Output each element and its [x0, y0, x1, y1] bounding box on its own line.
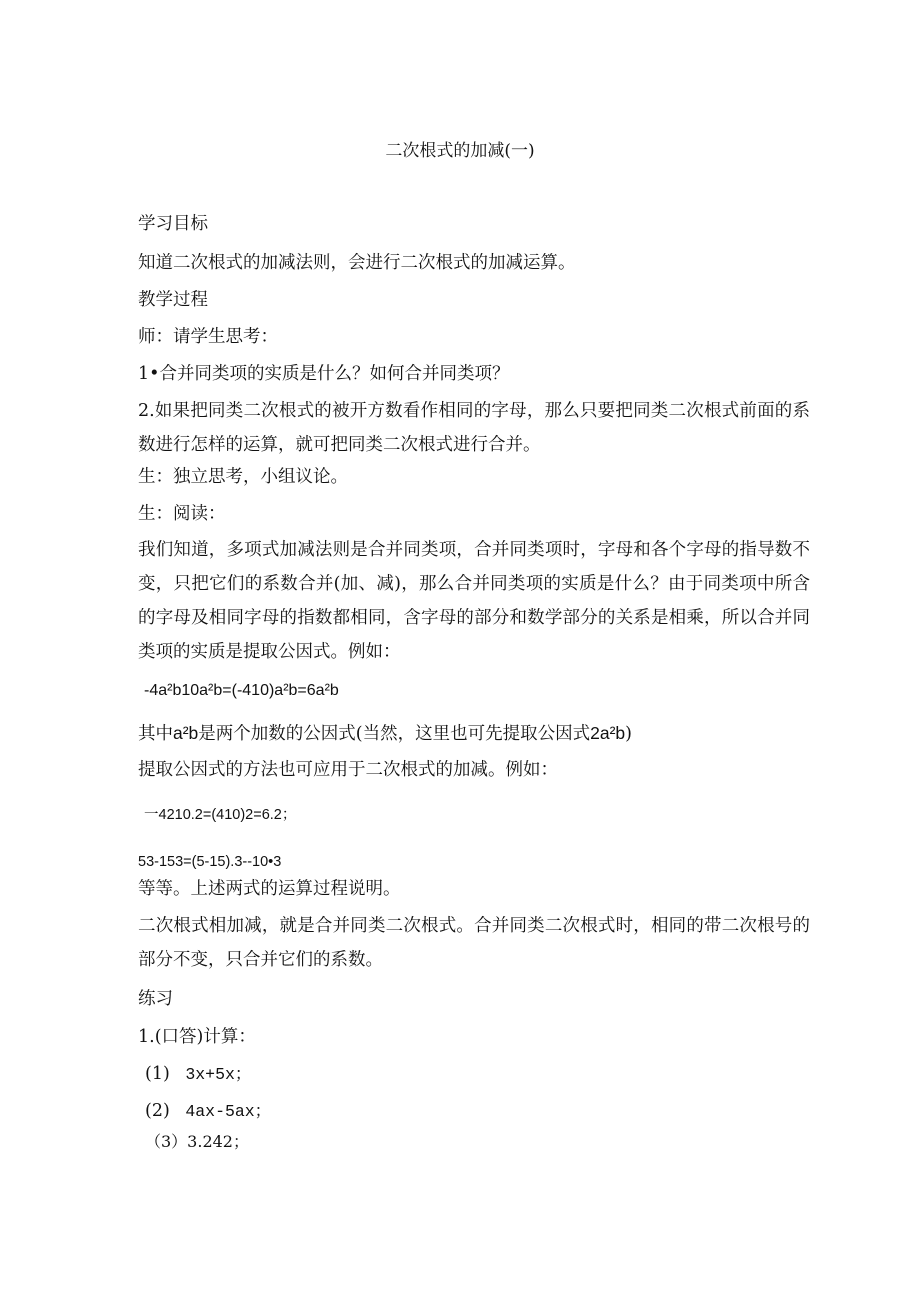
- exercise-1: 1.(口答)计算：: [138, 1027, 256, 1047]
- formula-2: 一4210.2=(410)2=6.2；: [144, 807, 297, 823]
- rule-paragraph: 二次根式相加减，就是合并同类二次根式。合并同类二次根式时，相同的带二次根号的部分不变，只合并它们的系数。: [138, 916, 810, 970]
- practice-heading: 练习: [138, 989, 173, 1009]
- note-post: ): [625, 724, 632, 744]
- student-read: 生：阅读：: [138, 504, 226, 524]
- note-term: a²b: [173, 723, 199, 743]
- etc-text: 等等。上述两式的运算过程说明。: [138, 879, 401, 899]
- exercise-item-2: [145, 1099, 271, 1124]
- item1-expression: 3x+5x；: [185, 1065, 252, 1084]
- item1-number: (1): [145, 1064, 170, 1084]
- formula-1: -4a²b10a²b=(-410)a²b=6a²b: [144, 682, 339, 699]
- common-factor-note: [138, 721, 632, 746]
- note-pre: 其中: [138, 724, 173, 744]
- question-1: 1•合并同类项的实质是什么？如何合并同类项？: [138, 364, 510, 384]
- teacher-prompt: 师：请学生思考：: [138, 327, 278, 347]
- document-title: 二次根式的加减(一): [385, 141, 535, 161]
- goal-heading: 学习目标: [138, 214, 208, 234]
- apply-text: 提取公因式的方法也可应用于二次根式的加减。例如：: [138, 760, 558, 780]
- item2-number: (2): [145, 1101, 170, 1121]
- item2-expression: 4ax-5ax；: [185, 1102, 272, 1121]
- process-heading: 教学过程: [138, 290, 208, 310]
- formula-3: 53-153=(5-15).3--10•3: [138, 854, 282, 870]
- note-mid: 是两个加数的公因式(当然，这里也可先提取公因式: [198, 724, 591, 744]
- goal-text: 知道二次根式的加减法则，会进行二次根式的加减运算。: [138, 253, 576, 273]
- student-think: 生：独立思考，小组议论。: [138, 467, 348, 487]
- reading-paragraph: 我们知道，多项式加减法则是合并同类项，合并同类项时，字母和各个字母的指导数不变，只把它们的系数合并(加、减)，那么合并同类项的实质是什么？由于同类项中所含的字母及相同字母的指数都相同，含字母的部分和数学部分的关系是相乘，所以合并同类项的实质是提取公因式。例如：: [138, 540, 810, 662]
- exercise-item-3: （3）3.242；: [145, 1132, 249, 1151]
- exercise-item-1: [145, 1062, 251, 1087]
- note-term2: 2a²b: [590, 723, 626, 743]
- question-2: 2.如果把同类二次根式的被开方数看作相同的字母，那么只要把同类二次根式前面的系数进行怎样的运算，就可把同类二次根式进行合并。: [138, 401, 810, 455]
